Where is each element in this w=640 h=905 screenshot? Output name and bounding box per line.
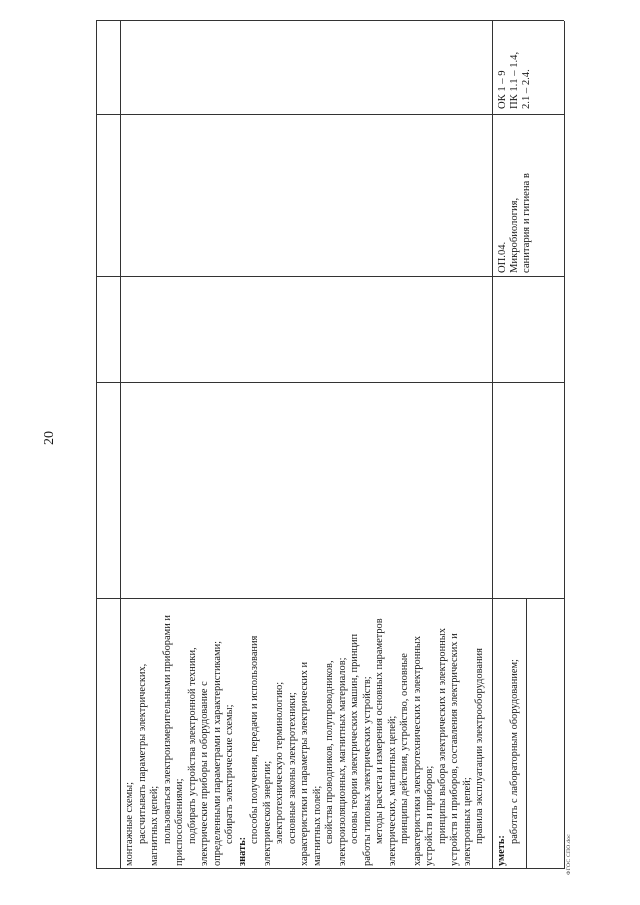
competency-ref: ОК 1 – 9 — [497, 70, 508, 109]
rotated-page — [30, 15, 570, 885]
table-line — [96, 20, 564, 21]
content-line: приспособлениями; — [174, 778, 185, 866]
table-line — [492, 21, 493, 869]
table-line — [96, 276, 564, 277]
content-line: уметь: — [496, 835, 507, 866]
content-line: подбирать устройства электронной техники, — [186, 647, 198, 844]
content-line: знать: — [236, 836, 248, 866]
table-line — [96, 114, 564, 115]
table-line — [120, 21, 121, 869]
content-line: устройств и приборов, составления электрических и — [449, 633, 460, 866]
content-line: электрических, магнитных цепей; — [386, 715, 398, 866]
content-line: методы расчета и измерения основных параметров — [374, 618, 385, 844]
discipline-name-line: санитария и гигиена в — [521, 173, 532, 273]
content-line: работы типовых электрических устройств; — [361, 676, 373, 866]
table-grid — [96, 21, 564, 869]
content-line: способы получения, передачи и использования — [249, 635, 260, 844]
table-line — [526, 599, 527, 869]
main-content-cell — [122, 603, 490, 869]
table-line — [96, 21, 97, 869]
discipline-name-line: Микробиология, — [509, 197, 520, 273]
content-line: устройств и приборов; — [424, 765, 435, 866]
table-line — [96, 598, 564, 599]
content-line: собирать электрические схемы; — [224, 704, 235, 844]
content-line: пользоваться электроизмерительными приборами и — [161, 615, 173, 844]
footer-filename: ФГОС СПО.doc — [566, 834, 572, 875]
content-line: характеристики и параметры электрических и — [299, 661, 310, 866]
content-line: рассчитывать параметры электрических, — [136, 663, 148, 844]
content-line: характеристики электротехнических и электронных — [411, 635, 423, 866]
content-line: правила эксплуатации электрооборудования — [474, 648, 485, 844]
content-line: основы теории электрических машин, принцип — [349, 633, 360, 844]
content-line: магнитных полей; — [311, 785, 323, 866]
discipline-code: ОП.04. — [497, 241, 508, 273]
content-line: электротехническую терминологию; — [274, 681, 285, 844]
discipline-cell — [494, 118, 533, 276]
content-line: основные законы электротехники; — [286, 692, 298, 844]
page-number: 20 — [42, 431, 57, 445]
content-line: электронных цепей; — [461, 777, 473, 866]
content-line: принципы выбора электрических и электронных — [436, 628, 448, 844]
content-line: монтажные схемы; — [124, 781, 135, 866]
content-line: принципы действия, устройство, основные — [399, 653, 410, 844]
content-line: свойства проводников, полупроводников, — [324, 660, 335, 844]
content-line: определенными параметрами и характеристиками; — [211, 640, 223, 866]
content-line: работать с лабораторным оборудованием; — [508, 659, 520, 844]
competency-refs-cell — [494, 22, 533, 112]
competency-ref: ПК 1.1 – 1.4, — [509, 51, 520, 109]
next-row-content-cell — [494, 603, 521, 869]
competency-ref: 2.1 – 2.4. — [521, 69, 532, 109]
content-line: электроизоляционных, магнитных материалов; — [336, 657, 348, 866]
table-line — [564, 21, 565, 869]
content-line: электрические приборы и оборудование с — [199, 681, 210, 866]
content-line: электрической энергии; — [261, 760, 273, 866]
content-line: магнитных цепей; — [149, 785, 160, 866]
table-line — [96, 382, 564, 383]
